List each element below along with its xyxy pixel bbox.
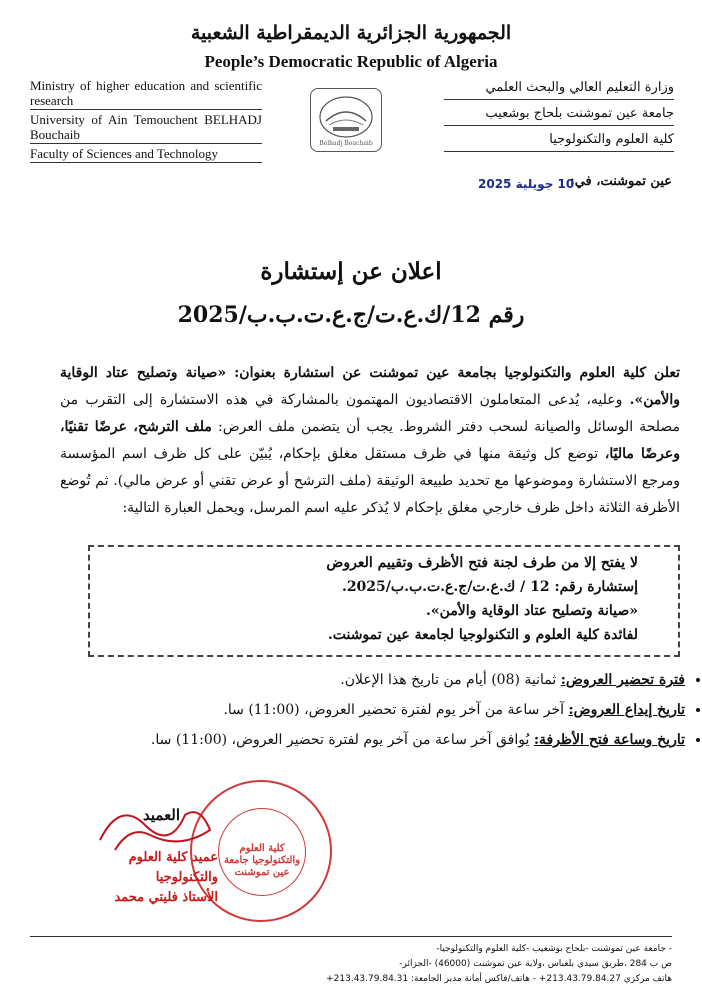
footer bbox=[30, 942, 672, 987]
logo-graphic-icon bbox=[311, 89, 381, 151]
signature-line-2: والتكنولوجيا bbox=[155, 870, 218, 885]
announcement-body bbox=[60, 360, 680, 522]
dean-title: العميد bbox=[143, 806, 181, 824]
deadline-text: يُوافق آخر ساعة من آخر يوم لفترة تحضير العروض، (11:00) سا. bbox=[150, 732, 534, 748]
deadline-text: ثمانية (08) أيام من تاريخ هذا الإعلان. bbox=[340, 672, 561, 688]
ministry-ar: وزارة التعليم العالي والبحث العلمي bbox=[444, 80, 674, 100]
envelope-line-4: لفائدة كلية العلوم و التكنولوجيا لجامعة عين تموشنت. bbox=[327, 627, 638, 643]
deadline-label: تاريخ إيداع العروض: bbox=[568, 702, 685, 718]
envelope-inscription bbox=[88, 545, 680, 657]
logo-caption: Belhadj Bouchaib bbox=[319, 140, 373, 147]
footer-divider bbox=[30, 936, 672, 937]
header-right-block bbox=[444, 80, 674, 158]
signature-line-3: الأستاذ فليتي محمد bbox=[114, 890, 218, 905]
announcement-title: اعلان عن إستشارة bbox=[260, 258, 442, 285]
envelope-line-3: «صيانة وتصليح عتاد الوقاية والأمن». bbox=[426, 603, 638, 619]
footer-line-3: هاتف مركزي 213.43.79.84.27+ - هاتف/فاكس أمانة مدير الجامعة: 213.43.79.84.31+ bbox=[326, 974, 672, 984]
stamp-text: كلية العلوم والتكنولوجيا جامعة عين تموشنت bbox=[223, 843, 301, 878]
signature-line-1: عميد كلية العلوم bbox=[128, 850, 218, 865]
republic-arabic: الجمهورية الجزائرية الديمقراطية الشعبية bbox=[190, 22, 512, 44]
body-part-2: توضع كل وثيقة منها في ظرف مستقل مغلق بإحكام، يُبيّن على كل ظرف اسم المؤسسة ومرجع الاستشارة وموضوعها مع تحديد طبيعة الوثيقة (ملف الترشح أو عرض تقني أو عرض مالي). ثم تُوضع الأظرفة الثلاثة داخل ظرف خارجي مغلق بإحكام لا يُذكر عليه اسم المرسل، ويحمل العبارة التالية: bbox=[60, 446, 680, 516]
university-ar: جامعة عين تموشنت بلحاج بوشعيب bbox=[444, 106, 674, 126]
faculty-en: Faculty of Sciences and Technology bbox=[30, 146, 262, 163]
date-label: عين تموشنت، في: bbox=[569, 174, 672, 189]
body-intro: تعلن كلية العلوم والتكنولوجيا بجامعة عين تموشنت عن استشارة بعنوان: «صيانة وتصليح عتاد الوقاية والأمن». bbox=[60, 365, 680, 408]
dean-signature-block bbox=[58, 848, 218, 908]
footer-line-1: - جامعة عين تموشنت -بلحاج بوشعيب -كلية العلوم والتكنولوجيا- bbox=[436, 944, 672, 954]
footer-line-2: ص ب 284 ،طريق سيدي بلعباس ،ولاية عين تموشنت (46000) -الجزائر- bbox=[399, 959, 672, 969]
body-required-docs: ملف الترشح، عرضًا تقنيًا، وعرضًا ماليًا، bbox=[60, 419, 681, 462]
republic-english: People’s Democratic Republic of Algeria bbox=[204, 52, 498, 71]
envelope-line-2: إستشارة رقم: 12 / ك.ع.ت/ج.ع.ت.ب.ب/2025. bbox=[341, 579, 638, 595]
faculty-ar: كلية العلوم والتكنولوجيا bbox=[444, 132, 674, 152]
list-item bbox=[70, 696, 685, 724]
body-part-1: وعليه، يُدعى المتعاملون الاقتصاديون المهتمون بالمشاركة في هذه الاستشارة إلى التقرب من مصلحة الوسائل والصيانة لسحب دفتر الشروط. يجب أن يتضمن ملف العرض: bbox=[60, 392, 681, 435]
header-left-block bbox=[30, 78, 262, 165]
envelope-line-1: لا يفتح إلا من طرف لجنة فتح الأظرف وتقييم العروض bbox=[326, 555, 638, 571]
deadline-label: تاريخ وساعة فتح الأظرفة: bbox=[533, 732, 685, 748]
announcement-reference: رقم 12/ك.ع.ت/ج.ع.ت.ب.ب/2025 bbox=[177, 302, 525, 328]
university-en: University of Ain Temouchent BELHADJ Bouchaib bbox=[30, 112, 262, 142]
ministry-en: Ministry of higher education and scientific research bbox=[30, 78, 262, 108]
date-stamp: 10 جويلية 2025 bbox=[478, 177, 575, 191]
stamp-inner-ring bbox=[218, 808, 306, 896]
list-item bbox=[70, 666, 685, 694]
deadline-label: فترة تحضير العروض: bbox=[560, 672, 685, 688]
deadline-list bbox=[70, 666, 702, 756]
list-item bbox=[70, 726, 685, 754]
university-logo bbox=[310, 88, 382, 152]
deadline-text: آخر ساعة من آخر يوم لفترة تحضير العروض، (11:00) سا. bbox=[223, 702, 569, 718]
